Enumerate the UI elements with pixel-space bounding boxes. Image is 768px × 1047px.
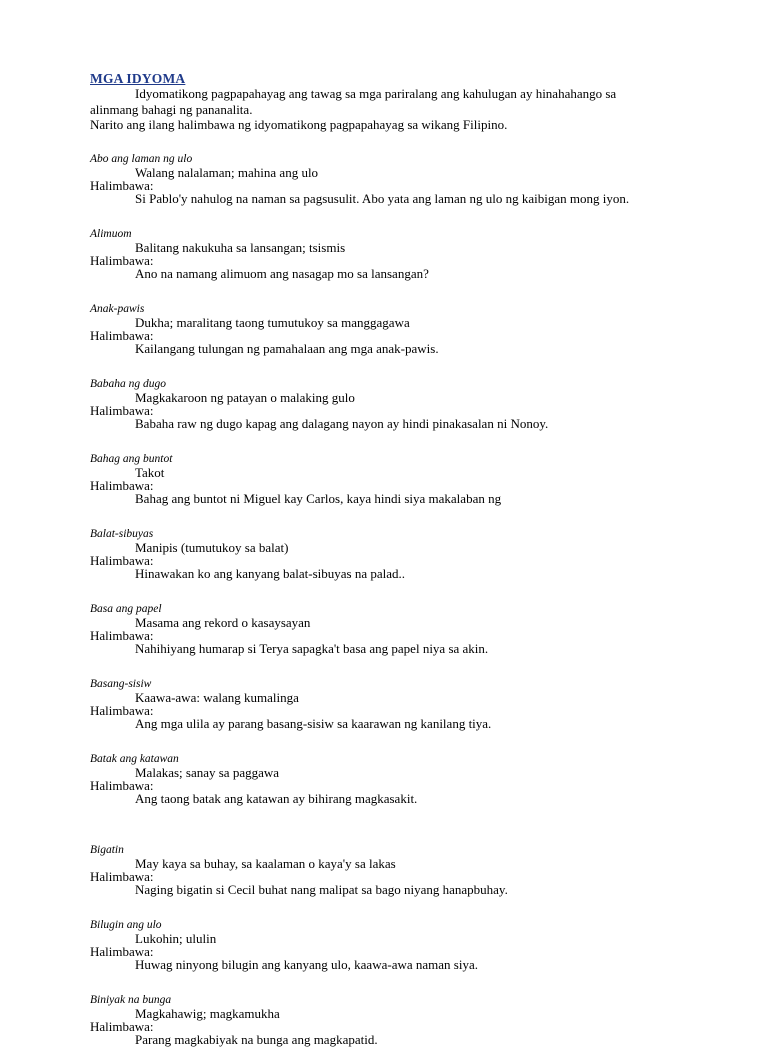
idiom-entry [90,740,710,805]
idiom-entry [90,665,710,730]
idiom-meaning: Masama ang rekord o kasaysayan [135,614,311,630]
idiom-example: Hinawakan ko ang kanyang balat-sibuyas na palad.. [135,565,406,581]
idiom-term: Basang-sisiw [90,677,152,690]
idiom-example: Nahihiyang humarap si Terya sapagka't basa ang papel niya sa akin. [135,640,489,656]
idiom-term: Alimuom [90,227,132,240]
idiom-meaning: Lukohin; ululin [135,930,217,946]
example-label: Halimbawa: [90,702,154,718]
idiom-example: Naging bigatin si Cecil buhat nang malipat sa bago niyang hanapbuhay. [135,881,508,897]
example-label: Halimbawa: [90,177,154,193]
idiom-term: Bigatin [90,843,124,856]
idiom-entry [90,906,710,971]
example-label: Halimbawa: [90,777,154,793]
example-label: Halimbawa: [90,402,154,418]
page-title: MGA IDYOMA [90,71,186,86]
idiom-meaning: Magkahawig; magkamukha [135,1005,280,1021]
idiom-term: Anak-pawis [90,302,145,315]
idiom-entry [90,365,710,430]
example-label: Halimbawa: [90,868,154,884]
example-label: Halimbawa: [90,552,154,568]
idiom-list [90,140,710,1046]
idiom-term: Balat-sibuyas [90,527,154,540]
idiom-example: Si Pablo'y nahulog na naman sa pagsusulit. Abo yata ang laman ng ulo ng kaibigan mong iyon. [135,190,630,206]
example-label: Halimbawa: [90,943,154,959]
intro-line: Idyomatikong pagpapahayag ang tawag sa mga pariralang ang kahulugan ay hinahahango sa [135,86,617,101]
idiom-entry [90,831,710,896]
idiom-example: Ano na namang alimuom ang nasagap mo sa lansangan? [135,265,429,281]
idiom-meaning: May kaya sa buhay, sa kaalaman o kaya'y sa lakas [135,855,396,871]
example-label: Halimbawa: [90,477,154,493]
idiom-meaning: Balitang nakukuha sa lansangan; tsismis [135,239,346,255]
idiom-entry [90,140,710,205]
idiom-entry [90,290,710,355]
idiom-meaning: Walang nalalaman; mahina ang ulo [135,164,319,180]
idiom-meaning: Magkakaroon ng patayan o malaking gulo [135,389,355,405]
idiom-example: Ang taong batak ang katawan ay bihirang magkasakit. [135,790,418,806]
idiom-term: Batak ang katawan [90,752,179,765]
example-label: Halimbawa: [90,252,154,268]
idiom-entry [90,215,710,280]
intro-line: alinmang bahagi ng pananalita. [90,101,253,117]
example-label: Halimbawa: [90,627,154,643]
idiom-example: Parang magkabiyak na bunga ang magkapatid. [135,1031,378,1047]
idiom-example: Bahag ang buntot ni Miguel kay Carlos, kaya hindi siya makalaban ng [135,490,502,506]
idiom-example: Huwag ninyong bilugin ang kanyang ulo, kaawa-awa naman siya. [135,956,478,972]
idiom-meaning: Dukha; maralitang taong tumutukoy sa manggagawa [135,314,410,330]
idiom-entry [90,440,710,505]
idiom-term: Bilugin ang ulo [90,918,162,931]
idiom-meaning: Takot [135,464,165,480]
intro-paragraph [90,86,710,133]
example-label: Halimbawa: [90,327,154,343]
idiom-example: Ang mga ulila ay parang basang-sisiw sa kaarawan ng kanilang tiya. [135,715,492,731]
idiom-meaning: Manipis (tumutukoy sa balat) [135,539,289,555]
document-content [90,72,710,1046]
example-label: Halimbawa: [90,1018,154,1034]
idiom-meaning: Malakas; sanay sa paggawa [135,764,280,780]
idiom-example: Kailangang tulungan ng pamahalaan ang mga anak-pawis. [135,340,439,356]
idiom-entry [90,981,710,1046]
idiom-term: Basa ang papel [90,602,162,615]
idiom-entry [90,515,710,580]
idiom-example: Babaha raw ng dugo kapag ang dalagang nayon ay hindi pinakasalan ni Nonoy. [135,415,549,431]
intro-line: Narito ang ilang halimbawa ng idyomatikong pagpapahayag sa wikang Filipino. [90,117,508,132]
idiom-term: Babaha ng dugo [90,377,167,390]
idiom-term: Bahag ang buntot [90,452,173,465]
idiom-meaning: Kaawa-awa: walang kumalinga [135,689,299,705]
idiom-entry [90,590,710,655]
idiom-term: Abo ang laman ng ulo [90,152,193,165]
idiom-term: Biniyak na bunga [90,993,172,1006]
